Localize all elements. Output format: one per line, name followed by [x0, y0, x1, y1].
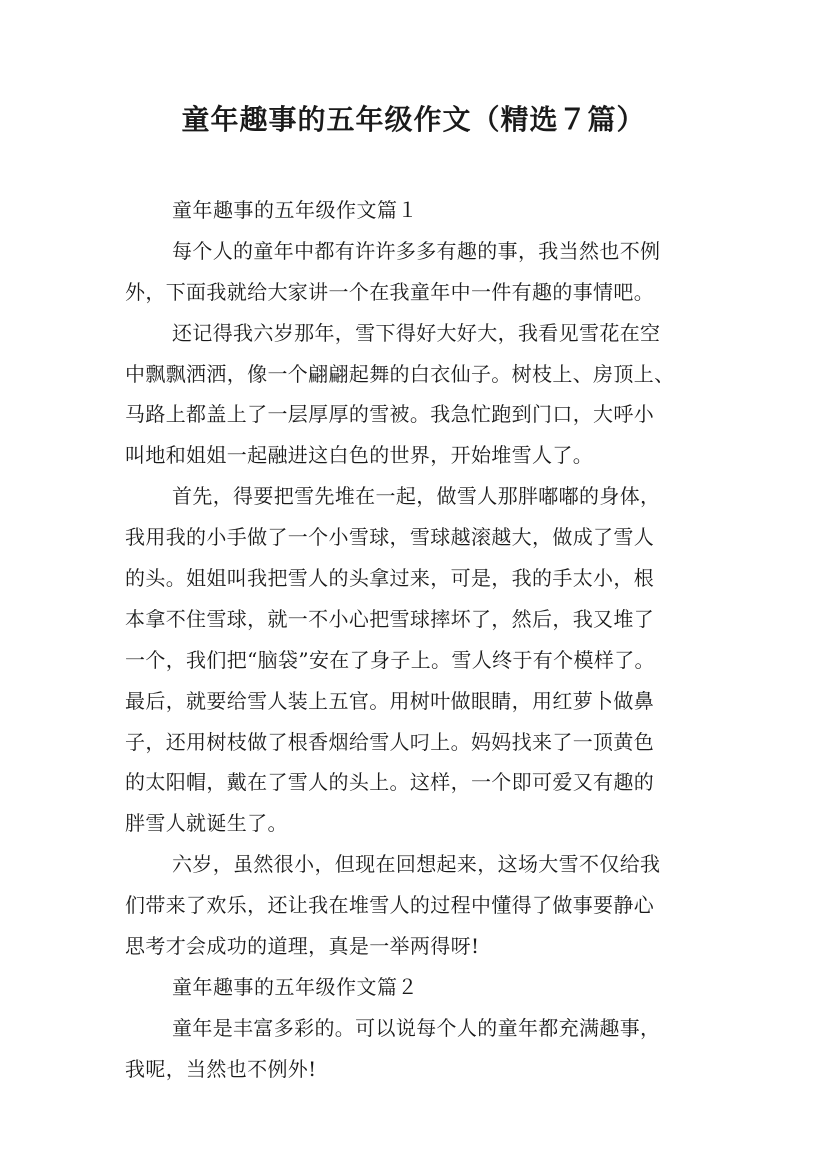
paragraph-line: 还记得我六岁那年，雪下得好大好大，我看见雪花在空: [172, 320, 661, 345]
paragraph-line: 叫地和姐姐一起融进这白色的世界，开始堆雪人了。: [125, 443, 594, 468]
paragraph-line: 每个人的童年中都有许许多多有趣的事，我当然也不例: [172, 238, 661, 263]
paragraph-line: 的太阳帽，戴在了雪人的头上。这样，一个即可爱又有趣的: [125, 770, 655, 795]
document-body: [125, 190, 725, 1090]
paragraph-line: 本拿不住雪球，就一不小心把雪球摔坏了，然后，我又堆了: [125, 606, 655, 631]
paragraph-line: 子，还用树枝做了根香烟给雪人叼上。妈妈找来了一顶黄色: [125, 729, 655, 754]
paragraph-line: 一个，我们把“脑袋”安在了身子上。雪人终于有个模样了。: [125, 647, 655, 672]
paragraph-line: 我呢，当然也不例外!: [125, 1056, 317, 1081]
paragraph-line: 思考才会成功的道理，真是一举两得呀!: [125, 934, 480, 959]
paragraph-line: 胖雪人就诞生了。: [125, 811, 288, 836]
paragraph-line: 中飘飘洒洒，像一个翩翩起舞的白衣仙子。树枝上、房顶上、: [125, 361, 675, 386]
paragraph-line: 我用我的小手做了一个小雪球，雪球越滚越大，做成了雪人: [125, 525, 655, 550]
document-title: 童年趣事的五年级作文（精选７篇）: [181, 103, 646, 136]
section-heading: 童年趣事的五年级作文篇２: [172, 974, 418, 999]
paragraph-line: 的头。姐姐叫我把雪人的头拿过来，可是，我的手太小，根: [125, 566, 655, 591]
paragraph-line: 们带来了欢乐，还让我在堆雪人的过程中懂得了做事要静心: [125, 893, 655, 918]
paragraph-line: 最后，就要给雪人装上五官。用树叶做眼睛，用红萝卜做鼻: [125, 688, 655, 713]
paragraph-line: 六岁，虽然很小，但现在回想起来，这场大雪不仅给我: [172, 852, 661, 877]
paragraph-line: 外，下面我就给大家讲一个在我童年中一件有趣的事情吧。: [125, 279, 655, 304]
paragraph-line: 首先，得要把雪先堆在一起，做雪人那胖嘟嘟的身体，: [172, 484, 661, 509]
paragraph-line: 童年是丰富多彩的。可以说每个人的童年都充满趣事，: [172, 1015, 661, 1040]
paragraph-line: 马路上都盖上了一层厚厚的雪被。我急忙跑到门口，大呼小: [125, 402, 655, 427]
section-heading: 童年趣事的五年级作文篇１: [172, 198, 418, 222]
